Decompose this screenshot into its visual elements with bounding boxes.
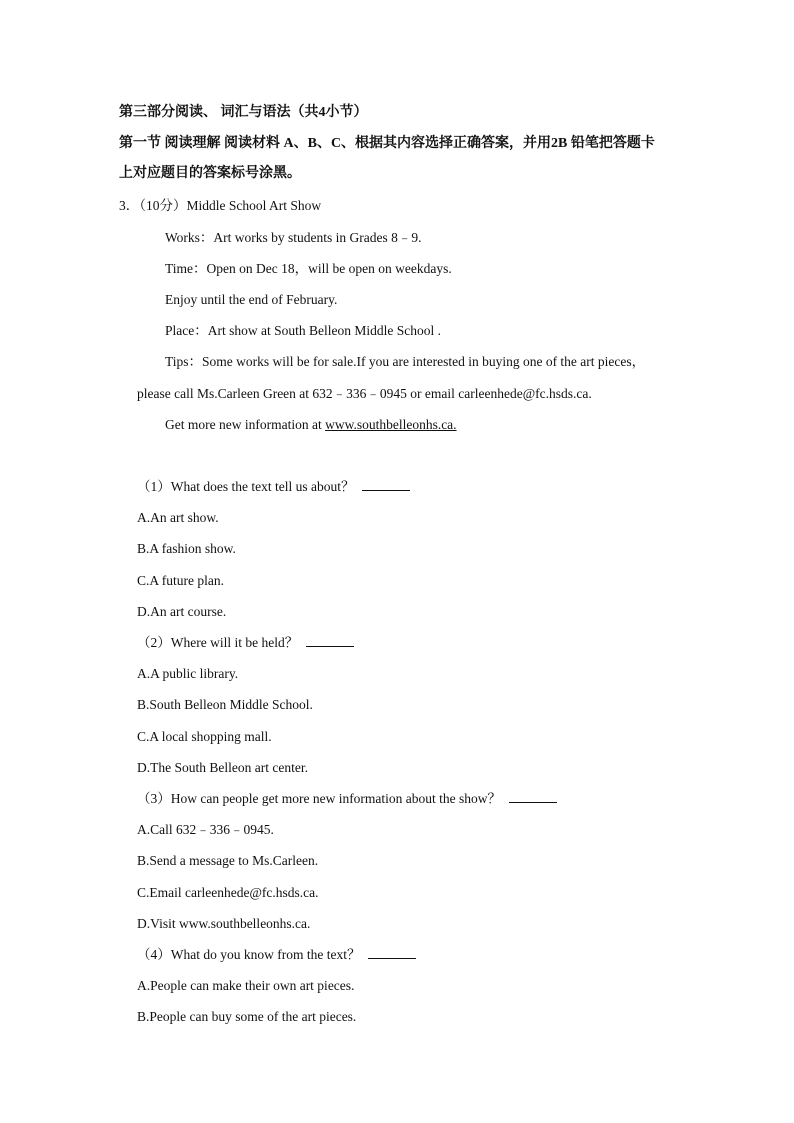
question-stem-text: （1）What does the text tell us about？ xyxy=(137,479,355,494)
section-title: 第三部分阅读、 词汇与语法（共4小节） xyxy=(119,105,368,120)
q2-option-a: A.A public library. xyxy=(137,666,239,681)
q4-option-a: A.People can make their own art pieces. xyxy=(137,978,355,993)
question-3-stem xyxy=(137,790,557,808)
passage-time: Time：Open on Dec 18，will be open on weekdays. xyxy=(165,261,452,276)
passage-tips-line-1: Tips：Some works will be for sale.If you are interested in buying one of the art pieces， xyxy=(165,354,646,369)
answer-blank xyxy=(368,946,416,959)
q3-option-c: C.Email carleenhede@fc.hsds.ca. xyxy=(137,885,319,900)
question-1-stem xyxy=(137,478,410,496)
q4-option-b: B.People can buy some of the art pieces. xyxy=(137,1009,357,1024)
q1-option-b: B.A fashion show. xyxy=(137,541,236,556)
passage-works: Works：Art works by students in Grades 8﹣9. xyxy=(165,230,422,245)
answer-blank xyxy=(306,634,354,647)
question-number-title: 3．（10分）Middle School Art Show xyxy=(119,198,322,213)
q2-option-b: B.South Belleon Middle School. xyxy=(137,697,313,712)
q3-option-d: D.Visit www.southbelleonhs.ca. xyxy=(137,916,311,931)
passage-place: Place：Art show at South Belleon Middle School . xyxy=(165,323,441,338)
instruction-line-1: 第一节 阅读理解 阅读材料 A、B、C、根据其内容选择正确答案，并用2B 铅笔把答题卡 xyxy=(119,136,655,151)
q3-option-a: A.Call 632﹣336﹣0945. xyxy=(137,822,274,837)
instruction-line-2: 上对应题目的答案标号涂黑。 xyxy=(119,166,301,181)
passage-more-info xyxy=(165,416,457,434)
question-2-stem xyxy=(137,634,354,652)
question-stem-text: （3）How can people get more new information about the show？ xyxy=(137,791,502,806)
q1-option-c: C.A future plan. xyxy=(137,573,224,588)
question-stem-text: （2）Where will it be held？ xyxy=(137,635,299,650)
answer-blank xyxy=(509,790,557,803)
q2-option-c: C.A local shopping mall. xyxy=(137,729,272,744)
question-stem-text: （4）What do you know from the text？ xyxy=(137,947,361,962)
answer-blank xyxy=(362,478,410,491)
question-4-stem xyxy=(137,946,416,964)
passage-enjoy: Enjoy until the end of February. xyxy=(165,292,338,307)
q1-option-d: D.An art course. xyxy=(137,604,227,619)
website-link[interactable]: www.southbelleonhs.ca. xyxy=(325,417,457,432)
q2-option-d: D.The South Belleon art center. xyxy=(137,760,308,775)
q1-option-a: A.An art show. xyxy=(137,510,219,525)
passage-tips-line-2: please call Ms.Carleen Green at 632﹣336﹣0945 or email carleenhede@fc.hsds.ca. xyxy=(137,386,592,401)
q3-option-b: B.Send a message to Ms.Carleen. xyxy=(137,853,319,868)
more-info-prefix: Get more new information at xyxy=(165,417,326,432)
